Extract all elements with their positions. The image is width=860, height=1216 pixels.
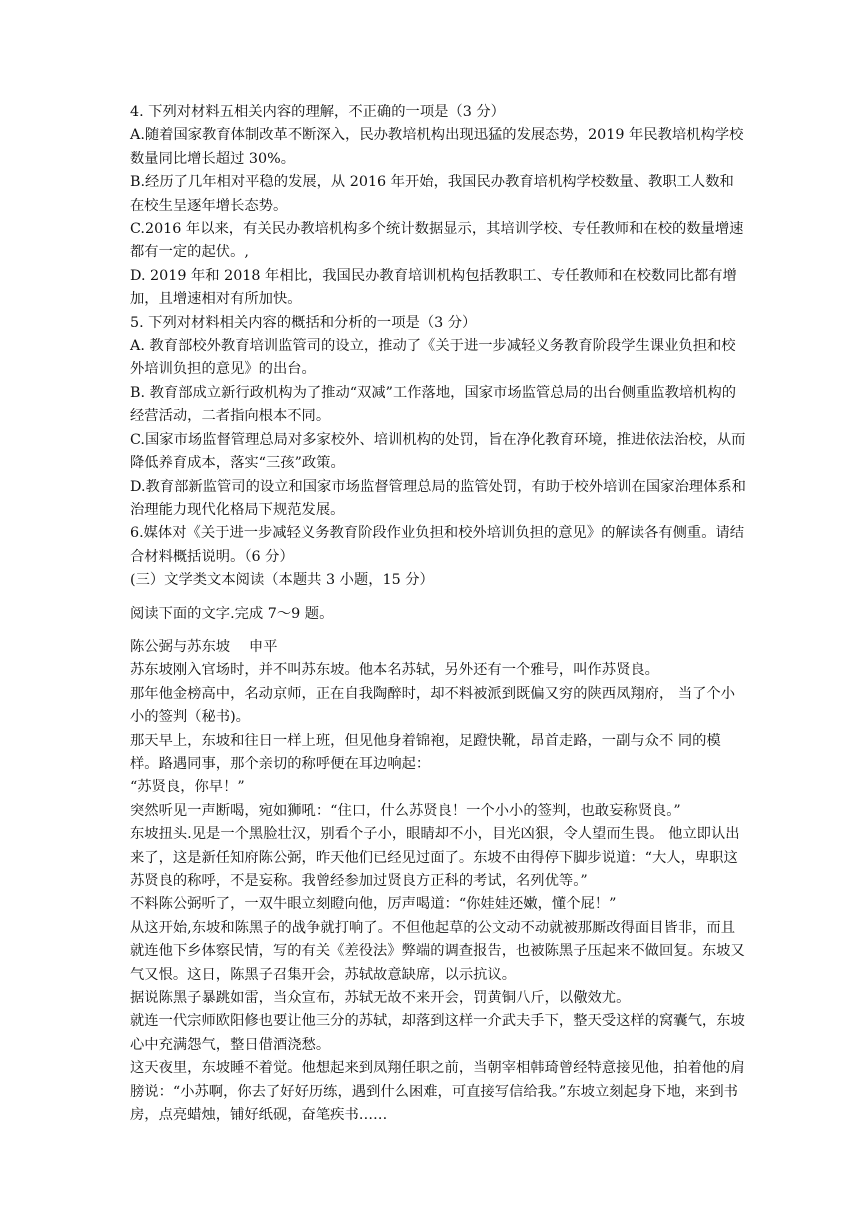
story-paragraph: 不料陈公弼听了，一双牛眼立刻瞪向他，厉声喝道：“你娃娃还嫩，懂个屁！” <box>130 896 617 913</box>
story-paragraph: 苏东坡刚入官场时，并不叫苏东坡。他本名苏轼，另外还有一个雅号，叫作苏贤良。 <box>130 662 659 679</box>
q5-option-d: D.教育部新监管司的设立和国家市场监督管理总局的监管处罚，有助于校外培训在国家治理体系和治理能力现代化格局下规范发展。 <box>130 478 746 518</box>
story-paragraph: 就连一代宗师欧阳修也要让他三分的苏轼，却落到这样一介武夫手下，整天受这样的窝囊气，东坡心中充满怨气，整日借酒浇愁。 <box>130 1013 745 1053</box>
reading-instruction: 阅读下面的文字.完成 7～9 题。 <box>130 605 334 622</box>
story-paragraph: 这天夜里，东坡睡不着觉。他想起来到凤翔任职之前，当朝宰相韩琦曾经特意接见他，拍着他的肩膀说：“小苏啊，你去了好好历练，遇到什么困难，可直接写信给我。”东坡立刻起身下地，来到书房，点亮蜡烛，铺好纸砚，奋笔疾书…… <box>130 1060 745 1124</box>
q5-option-c: C.国家市场监督管理总局对多家校外、培训机构的处罚，旨在净化教育环境，推进依法治校，从而降低养育成本，落实“三孩”政策。 <box>130 431 746 472</box>
story-paragraph: 突然听见一声断喝，宛如狮吼：“住口，什么苏贤良！一个小小的签判，也敢妄称贤良。” <box>130 802 681 819</box>
q4-option-a: A.随着国家教育体制改革不断深入，民办教培机构出现迅猛的发展态势，2019 年民教培机构学校数量同比增长超过 30%。 <box>130 127 744 167</box>
story-paragraph: 据说陈黑子暴跳如雷，当众宣布，苏轼无故不来开会，罚黄铜八斤，以儆效尤。 <box>130 990 631 1007</box>
spacer <box>130 593 748 603</box>
story-paragraph: 那年他金榜高中，名动京师，正在自我陶醉时，却不料被派到既偏又穷的陕西凤翔府， 当了个小小的签判（秘书)。 <box>130 685 736 726</box>
q5-option-b: B. 教育部成立新行政机构为了推动“双减”工作落地，国家市场监管总局的出台侧重监教培机构的经营活动，二者指向根本不同。 <box>130 384 737 425</box>
story-paragraph: 从这开始,东坡和陈黑子的战争就打响了。不但他起草的公文动不动就被那厮改得面目皆非，而且就连他下乡体察民情，写的有关《差役法》弊端的调查报告，也被陈黑子压起来不做回复。东坡又气又恨。这日，陈黑子召集开会，苏轼故意缺席，以示抗议。 <box>130 919 745 983</box>
q4-stem: 4. 下列对材料五相关内容的理解，不正确的一项是（3 分） <box>130 104 505 120</box>
section-heading: (三）文学类文本阅读（本题共 3 小题，15 分） <box>130 572 434 589</box>
spacer <box>130 626 748 636</box>
story-paragraph: 东坡扭头.见是一个黑脸壮汉，别看个子小，眼睛却不小，目光凶狠，令人望而生畏。 他立即认出来了，这是新任知府陈公弼，昨天他们已经见过面了。东坡不由得停下脚步说道：“大人，卑职这苏贤良的称呼，不是妄称。我曾经参加过贤良方正科的考试，名列优等。” <box>130 826 740 889</box>
q4-option-c: C.2016 年以来，有关民办教培机构多个统计数据显示，其培训学校、专任教师和在校的数量增速都有一定的起伏。, <box>130 221 744 261</box>
q4-option-b: B.经历了几年相对平稳的发展，从 2016 年开始，我国民办教育培机构学校数量、教职工人数和在校生呈逐年增长态势。 <box>130 174 734 214</box>
q4-option-d: D. 2019 年和 2018 年相比，我国民办教育培训机构包括教职工、专任教师和在校数同比都有增加，且增速相对有所加快。 <box>130 267 737 308</box>
story-paragraph: “苏贤良，你早！” <box>130 779 245 796</box>
page-content <box>130 101 748 1127</box>
q6-text: 6.媒体对《关于进一步减轻义务教育阶段作业负担和校外培训负担的意见》的解读各有侧重。请结合材料概括说明。（6 分） <box>130 525 745 565</box>
q5-option-a: A. 教育部校外教育培训监管司的设立，推动了《关于进一步减轻义务教育阶段学生课业负担和校外培训负担的意见》的出台。 <box>130 338 736 378</box>
q5-stem: 5. 下列对材料相关内容的概括和分析的一项是（3 分） <box>130 314 477 331</box>
story-paragraph: 那天早上，东坡和往日一样上班，但见他身着锦袍，足蹬快靴，昂首走路，一副与众不 同的模样。路遇同事，那个亲切的称呼便在耳边响起： <box>130 732 721 772</box>
story-title: 陈公弼与苏东坡 申平 <box>130 638 278 655</box>
